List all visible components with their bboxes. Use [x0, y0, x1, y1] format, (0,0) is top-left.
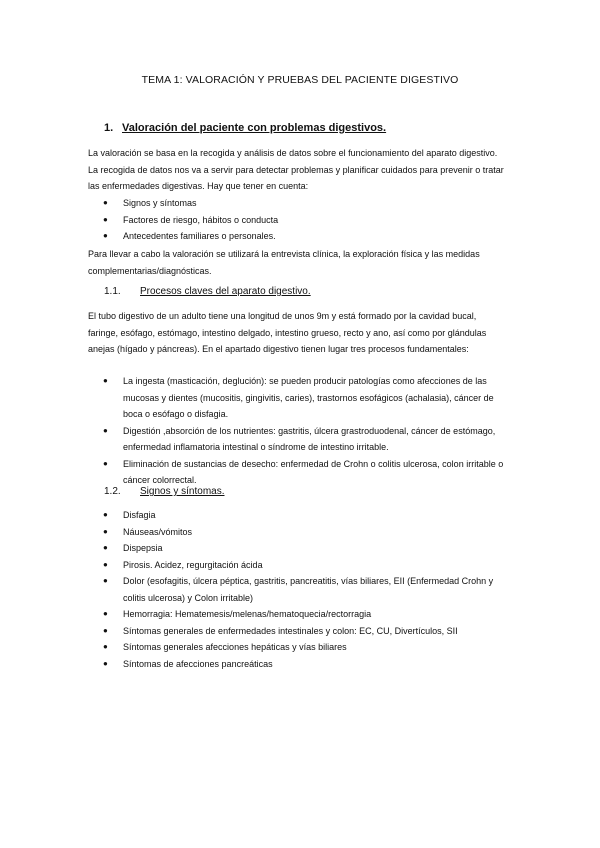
section-1-1-bullet-list [88, 373, 508, 489]
list-item: ● La ingesta (masticación, deglución): se pueden producir patologías como afecciones de las mucosas y dientes (mucositis, gingivitis, caries), trastornos esofágicos (achalasia), cáncer de boca o esófago o disfagia. [88, 373, 508, 423]
bullet-icon: ● [103, 658, 108, 668]
bullet-icon: ● [103, 625, 108, 635]
section-number: 1. [104, 122, 114, 134]
bullet-icon: ● [103, 642, 108, 651]
list-item: ● Dolor (esofagitis, úlcera péptica, gastritis, pancreatitis, vías biliares, EII (Enfermedad Crohn y colitis ulcerosa) y Colon irritable) [88, 573, 508, 606]
section-number: 1.1. [104, 286, 121, 297]
bullet-icon: ● [103, 609, 108, 618]
section-1-2-heading [104, 486, 224, 497]
list-item: ● Dispepsia [88, 540, 508, 557]
section-title: Valoración del paciente con problemas digestivos. [122, 122, 387, 134]
section-title: Signos y síntomas. [140, 486, 225, 497]
bullet-icon: ● [103, 425, 108, 435]
bullet-icon: ● [103, 214, 108, 224]
list-item: ● Antecedentes familiares o personales. [88, 228, 508, 245]
bullet-icon: ● [103, 526, 108, 536]
list-item: ● Eliminación de sustancias de desecho: enfermedad de Crohn o colitis ulcerosa, colon irritable o cáncer colorrectal. [88, 456, 508, 489]
page-title: TEMA 1: VALORACIÓN Y PRUEBAS DEL PACIENTE DIGESTIVO [141, 74, 459, 86]
bullet-icon: ● [103, 198, 108, 207]
list-item: ● Digestión ,absorción de los nutrientes: gastritis, úlcera grastroduodenal, cáncer de estómago, enfermedad inflamatoria intestinal o síndrome de intestino irritable. [88, 423, 508, 456]
list-item: ● Síntomas de afecciones pancreáticas [88, 656, 508, 673]
bullet-icon: ● [103, 231, 108, 240]
section-title: Procesos claves del aparato digestivo. [140, 286, 311, 297]
list-item: ● Náuseas/vómitos [88, 524, 508, 541]
list-item: ● Síntomas generales afecciones hepáticas y vías biliares [88, 639, 508, 656]
bullet-icon: ● [103, 376, 108, 385]
list-item: ● Síntomas generales de enfermedades intestinales y colon: EC, CU, Divertículos, SII [88, 623, 508, 640]
list-item: ● Factores de riesgo, hábitos o conducta [88, 212, 508, 229]
bullet-icon: ● [103, 510, 108, 519]
section-1-intro: La valoración se basa en la recogida y análisis de datos sobre el funcionamiento del aparato digestivo. La recogida de datos nos va a servir para detectar problemas y planificar cuidados para prevenir o tratar las enfermedades digestivas. Hay que tener en cuenta: [88, 148, 504, 191]
section-1-closing: Para llevar a cabo la valoración se utilizará la entrevista clínica, la exploración física y las medidas complementarias/diagnósticas. [88, 249, 480, 276]
bullet-icon: ● [103, 559, 108, 569]
list-item: ● Disfagia [88, 507, 508, 524]
section-1-bullet-list [88, 195, 508, 245]
section-1-1-intro: El tubo digestivo de un adulto tiene una longitud de unos 9m y está formado por la cavidad bucal, faringe, esófago, estómago, intestino delgado, intestino grueso, recto y ano, así como por glándulas anejas (hígado y páncreas). En el apartado digestivo tienen lugar tres procesos fundamentales: [88, 311, 487, 354]
bullet-icon: ● [103, 576, 108, 585]
section-number: 1.2. [104, 486, 121, 497]
list-item: ● Signos y síntomas [88, 195, 508, 212]
section-1-heading [104, 122, 386, 134]
bullet-icon: ● [103, 543, 108, 552]
section-1-2-bullet-list [88, 507, 508, 672]
section-1-1-heading [104, 286, 311, 297]
bullet-icon: ● [103, 458, 108, 468]
list-item: ● Hemorragia: Hematemesis/melenas/hematoquecia/rectorragia [88, 606, 508, 623]
list-item: ● Pirosis. Acidez, regurgitación ácida [88, 557, 508, 574]
